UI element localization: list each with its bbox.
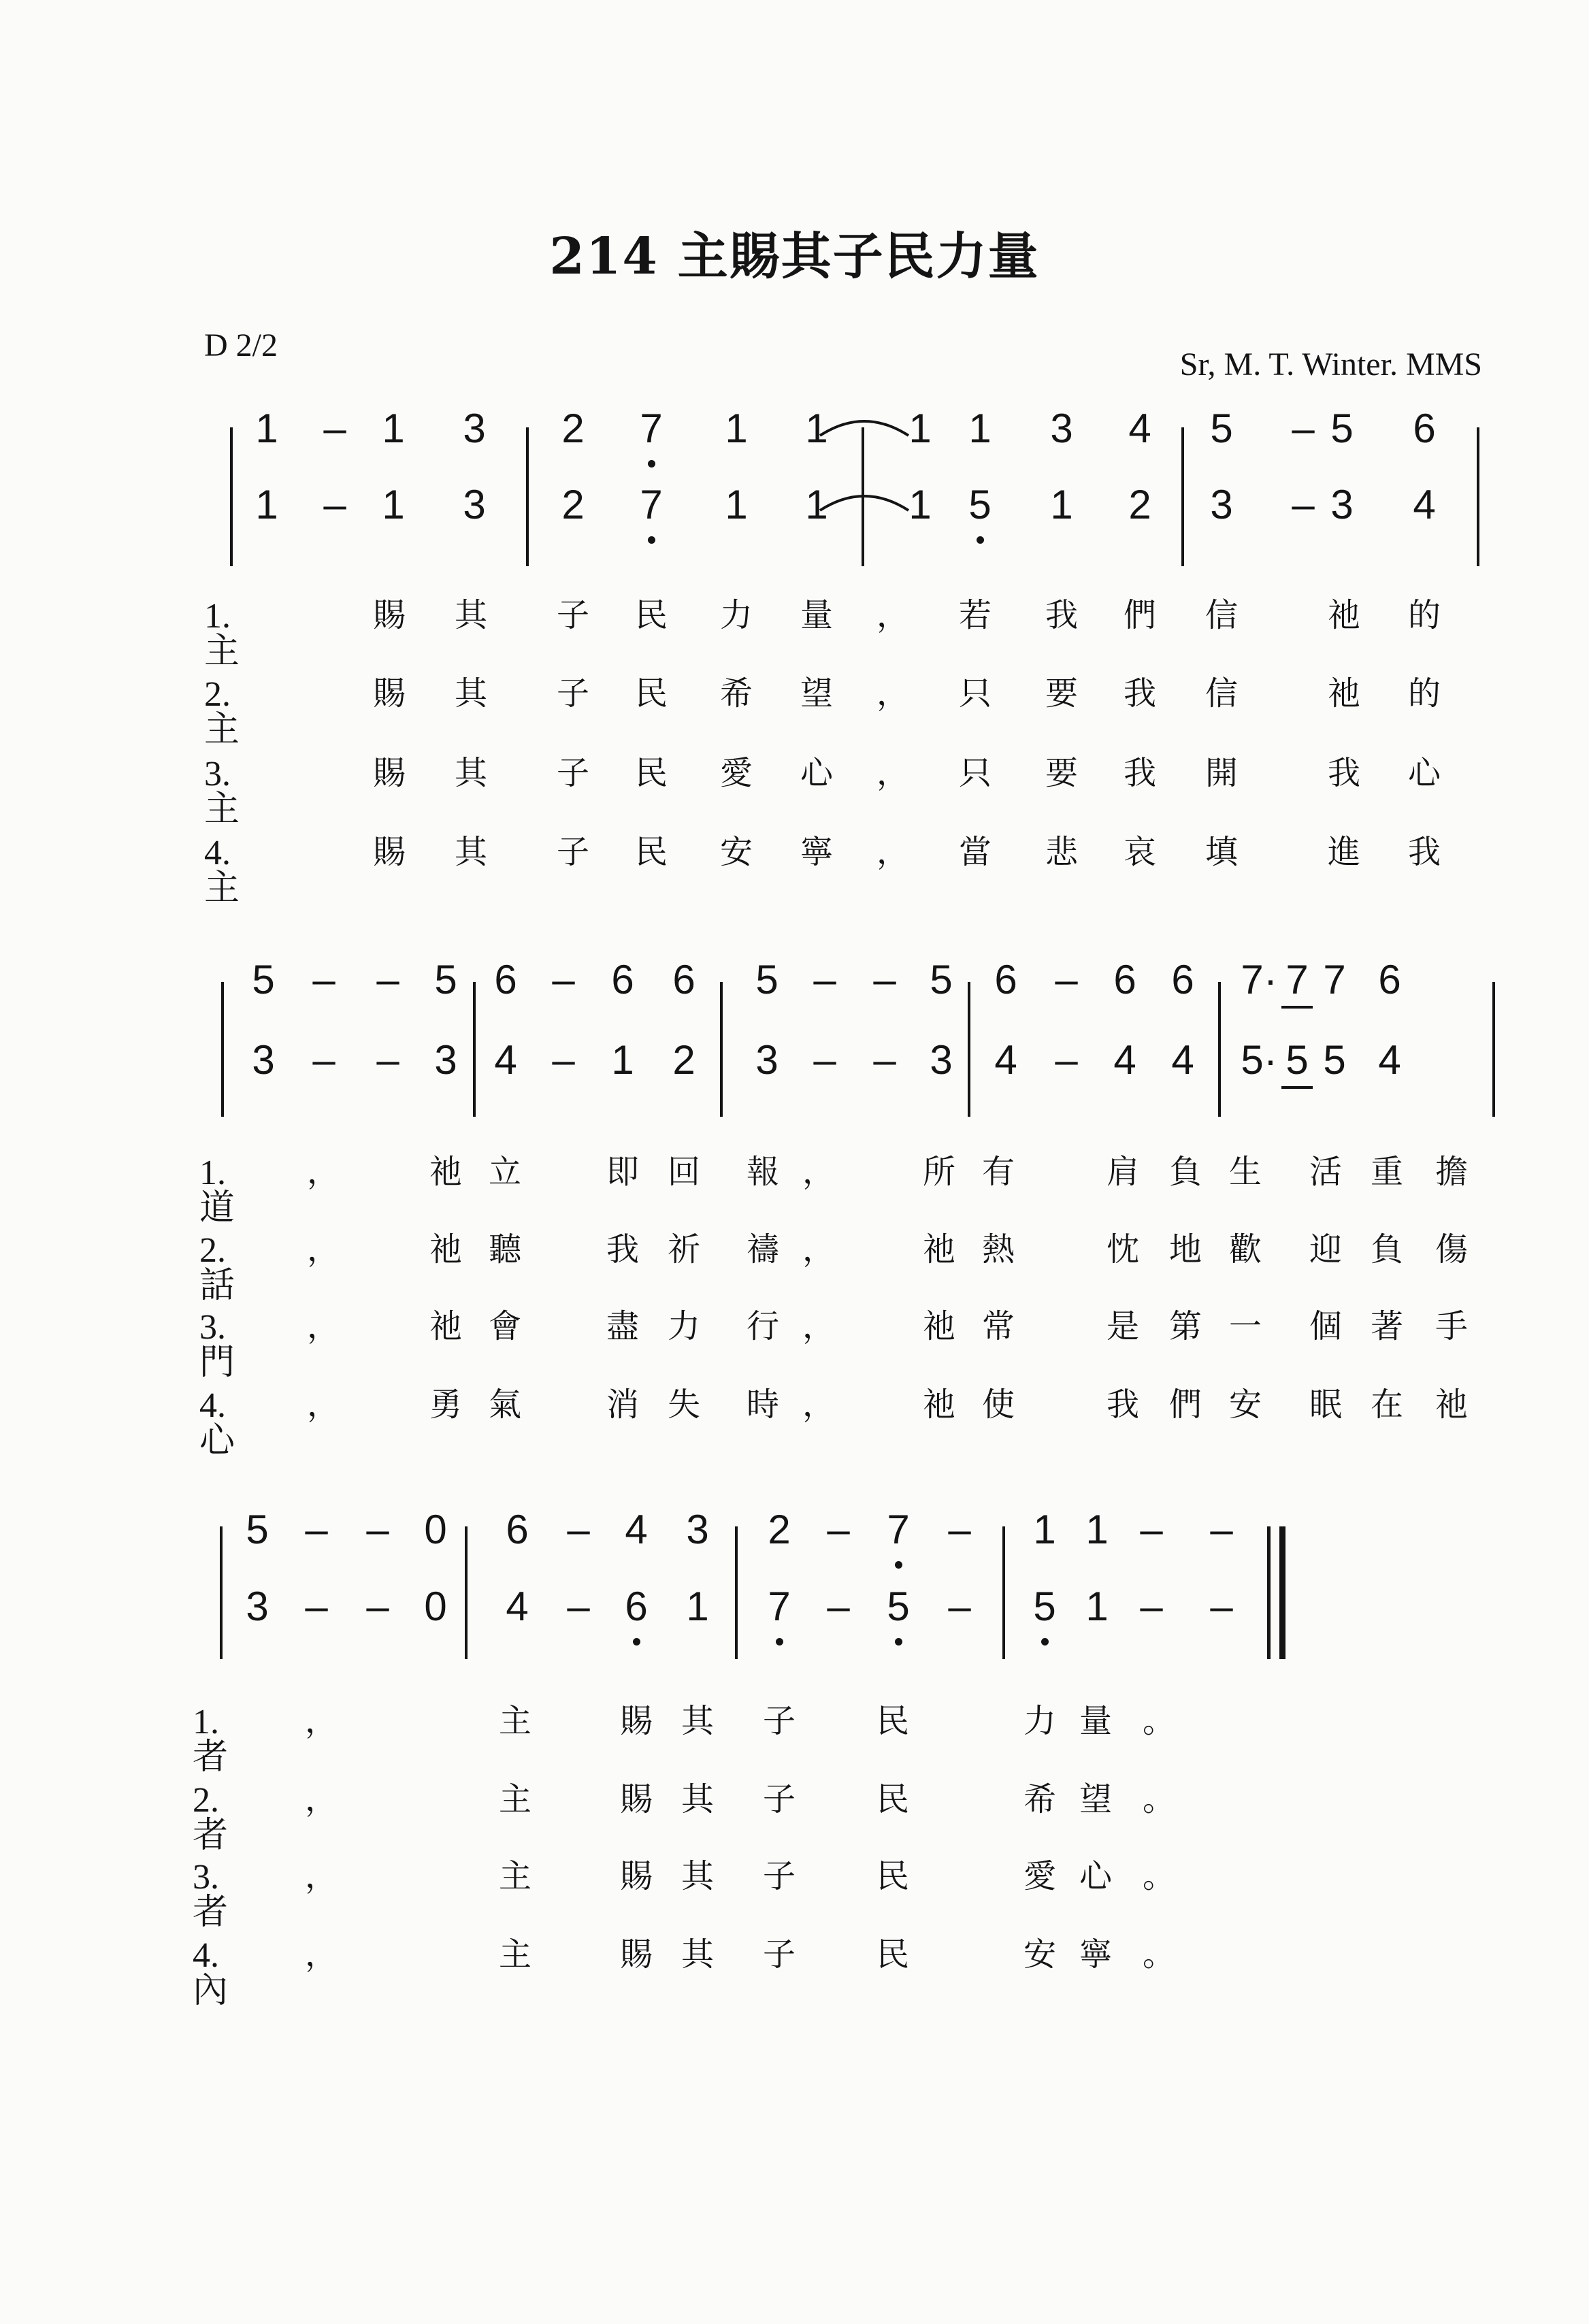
lyric-syllable: 忱 [1106,1230,1139,1269]
lyric-syllable: 賜 [619,1702,653,1740]
lyric-syllable: 主 [498,1780,531,1818]
note-glyph: 1 [908,482,932,527]
note-glyph: – [305,1507,328,1552]
lyric-syllable: 愛 [719,754,753,792]
note-glyph: – [1140,1507,1163,1552]
lyric-syllable: ， [876,674,909,713]
lyric-syllable: ， [802,1307,835,1345]
lyric-syllable: 子 [556,674,589,713]
lyric-syllable: 。 [1142,1780,1175,1818]
lyric-syllable: 祂 [922,1307,955,1345]
note-glyph: – [1210,1507,1233,1552]
lyric-syllable: 回 [667,1153,700,1191]
note-glyph: 3 [252,1037,275,1083]
lyric-syllable: 我 [1045,596,1078,634]
note-glyph: 1 [1085,1584,1109,1629]
note-glyph: – [376,957,399,1002]
verse-start: 2.話 [199,1231,235,1305]
verse-start: 3.門 [199,1308,235,1382]
lyric-syllable: 其 [681,1857,714,1895]
tie-lower [820,496,908,510]
lyric-syllable: 心 [1079,1857,1112,1895]
lyric-syllable: 傷 [1435,1230,1468,1269]
note-glyph: 6 [994,957,1017,1002]
key-signature: D 2/2 [204,327,278,363]
note-glyph: 5 [434,957,457,1002]
lyric-syllable: 的 [1407,674,1441,713]
lyric-syllable: 其 [681,1780,714,1818]
lyric-syllable: 民 [876,1935,909,1974]
note-glyph: 5 [930,957,953,1002]
note-glyph: 7 [1285,957,1309,1002]
lyric-syllable: ， [876,754,909,792]
note-glyph: 1 [382,482,405,527]
lyric-syllable: ， [306,1230,340,1269]
lyric-syllable: 立 [488,1153,521,1191]
note-glyph: – [873,957,896,1002]
lyric-syllable: 只 [958,674,992,713]
note-glyph: 6 [1113,957,1136,1002]
lyric-syllable: 祂 [922,1386,955,1424]
lyric-syllable: 寧 [1079,1935,1112,1974]
lyric-syllable: 祂 [1327,674,1360,713]
lyric-syllable: 其 [454,833,487,871]
lyric-syllable: 望 [1079,1780,1112,1818]
lyric-syllable: 賜 [619,1857,653,1895]
lyric-syllable: 肩 [1106,1153,1139,1191]
lyric-syllable: 祂 [429,1307,462,1345]
lyric-syllable: 安 [1023,1935,1056,1974]
lyric-syllable: 寧 [800,833,833,871]
note-glyph: 1 [1085,1507,1109,1552]
lyric-syllable: 子 [762,1780,796,1818]
note-glyph: 5 [1323,1037,1346,1083]
lyric-syllable: 的 [1407,596,1441,634]
note-glyph: 6 [611,957,634,1002]
lyric-syllable: 民 [634,754,668,792]
note-glyph: – [312,957,335,1002]
lyric-syllable: 開 [1205,754,1238,792]
note-glyph: 5 [1241,1037,1264,1083]
note-glyph: – [552,1037,575,1083]
lyric-syllable: 民 [634,674,668,713]
note-glyph: 5 [1210,406,1233,451]
note-glyph: 1 [1050,482,1073,527]
note-glyph: 1 [725,482,748,527]
note-glyph: – [813,957,836,1002]
note-glyph: 1 [725,406,748,451]
lyric-syllable: 歡 [1228,1230,1262,1269]
note-glyph: 7 [640,482,663,527]
note-glyph: 4 [625,1507,648,1552]
lyric-syllable: 悲 [1045,833,1078,871]
lyric-syllable: 負 [1168,1153,1202,1191]
verse-start: 1.者 [193,1703,229,1777]
lyric-syllable: 祂 [1435,1386,1468,1424]
note-glyph: 7 [887,1507,910,1552]
note-glyph: 1 [805,482,828,527]
lyric-syllable: 個 [1309,1307,1342,1345]
lyric-syllable: 安 [719,833,753,871]
note-glyph: – [366,1507,389,1552]
dot-mark: · [1264,957,1277,1002]
lyric-syllable: 進 [1327,833,1360,871]
lyric-syllable: 氣 [488,1386,521,1424]
lyric-syllable: 量 [1079,1702,1112,1740]
lyric-syllable: 心 [1407,754,1441,792]
note-glyph: 6 [1413,406,1436,451]
note-glyph: 3 [246,1584,269,1629]
note-glyph: 5 [246,1507,269,1552]
note-glyph: 3 [463,406,486,451]
lyric-syllable: ， [304,1702,338,1740]
note-glyph: – [1210,1584,1233,1629]
lyric-syllable: 要 [1045,674,1078,713]
note-glyph: 3 [1050,406,1073,451]
lyric-syllable: 。 [1142,1857,1175,1895]
song-title: 214 主賜其子民力量 [549,227,1040,286]
lyric-syllable: 有 [981,1153,1015,1191]
note-glyph: – [1055,1037,1078,1083]
note-glyph: 6 [494,957,517,1002]
lyric-syllable: 著 [1370,1307,1403,1345]
lyric-syllable: ， [304,1935,338,1974]
note-glyph: 1 [908,406,932,451]
lyric-syllable: 其 [681,1935,714,1974]
lyric-syllable: ， [304,1780,338,1818]
note-glyph: 5 [968,482,992,527]
note-glyph: – [567,1584,590,1629]
lyric-syllable: 主 [498,1702,531,1740]
note-glyph: 2 [561,406,585,451]
lyric-syllable: 祂 [1327,596,1360,634]
note-glyph: 5 [1285,1037,1309,1083]
lyric-syllable: 。 [1142,1935,1175,1974]
lyric-syllable: 民 [634,833,668,871]
note-glyph: – [827,1507,850,1552]
lyric-syllable: 報 [746,1153,779,1191]
note-glyph: 6 [625,1584,648,1629]
note-glyph: – [1292,482,1315,527]
lyric-syllable: ， [802,1153,835,1191]
lyric-syllable: 重 [1370,1153,1403,1191]
lyric-syllable: 們 [1123,596,1156,634]
lyric-syllable: 子 [556,596,589,634]
lyric-syllable: 當 [958,833,992,871]
lyric-syllable: 消 [606,1386,639,1424]
lyric-syllable: 地 [1168,1230,1202,1269]
lyric-syllable: 希 [1023,1780,1056,1818]
lyric-syllable: 熱 [981,1230,1015,1269]
lyric-syllable: 聽 [488,1230,521,1269]
lyric-syllable: 我 [1123,754,1156,792]
lyric-syllable: 民 [876,1780,909,1818]
note-glyph: 0 [424,1507,447,1552]
note-glyph: 1 [255,406,278,451]
note-glyph: 1 [968,406,992,451]
note-glyph: 3 [1330,482,1354,527]
note-glyph: – [948,1584,971,1629]
verse-start: 3.主 [204,755,240,829]
lyric-syllable: 行 [746,1307,779,1345]
note-glyph: 1 [805,406,828,451]
lyric-syllable: 子 [762,1702,796,1740]
lyric-syllable: 眠 [1309,1386,1342,1424]
note-glyph: 2 [1128,482,1151,527]
lyric-syllable: 力 [719,596,753,634]
lyric-syllable: 子 [556,833,589,871]
note-glyph: 4 [506,1584,529,1629]
lyric-syllable: 賜 [372,754,406,792]
lyric-syllable: 若 [958,596,992,634]
lyric-syllable: 希 [719,674,753,713]
lyric-syllable: 使 [981,1386,1015,1424]
note-glyph: – [873,1037,896,1083]
note-glyph: 4 [494,1037,517,1083]
note-glyph: 4 [1171,1037,1194,1083]
lyric-syllable: 我 [1106,1386,1139,1424]
note-glyph: – [323,406,346,451]
note-glyph: 5 [1330,406,1354,451]
note-glyph: – [312,1037,335,1083]
lyric-syllable: 生 [1228,1153,1262,1191]
lyric-syllable: ， [306,1307,340,1345]
note-glyph: 7 [768,1584,791,1629]
lyric-syllable: 活 [1309,1153,1342,1191]
note-glyph: 7 [1241,957,1264,1002]
note-glyph: 3 [755,1037,779,1083]
lyric-syllable: 即 [606,1153,639,1191]
lyric-syllable: 一 [1228,1307,1262,1345]
lyric-syllable: 。 [1142,1702,1175,1740]
lyric-syllable: ， [876,596,909,634]
lyric-syllable: 是 [1106,1307,1139,1345]
lyric-syllable: 力 [667,1307,700,1345]
lyric-syllable: ， [876,833,909,871]
lyric-syllable: ， [304,1857,338,1895]
lyric-syllable: 其 [454,596,487,634]
note-glyph: – [1140,1584,1163,1629]
note-glyph: 2 [561,482,585,527]
lyric-syllable: 祂 [922,1230,955,1269]
lyric-syllable: 賜 [372,833,406,871]
lyric-syllable: 信 [1205,674,1238,713]
lyric-syllable: 擔 [1435,1153,1468,1191]
lyric-syllable: 賜 [619,1780,653,1818]
note-glyph: 7 [640,406,663,451]
lyric-syllable: 只 [958,754,992,792]
lyric-syllable: 我 [1123,674,1156,713]
note-glyph: – [948,1507,971,1552]
verse-start: 4.心 [199,1386,235,1460]
lyric-syllable: 我 [1327,754,1360,792]
note-glyph: 4 [1128,406,1151,451]
lyric-syllable: 負 [1370,1230,1403,1269]
note-glyph: 3 [1210,482,1233,527]
note-glyph: – [323,482,346,527]
note-glyph: 6 [1171,957,1194,1002]
lyric-syllable: 愛 [1023,1857,1056,1895]
note-glyph: – [366,1584,389,1629]
lyric-syllable: 在 [1370,1386,1403,1424]
lyric-syllable: 子 [762,1935,796,1974]
lyric-syllable: 賜 [372,596,406,634]
note-glyph: 3 [434,1037,457,1083]
note-glyph: 1 [255,482,278,527]
note-glyph: – [567,1507,590,1552]
lyric-syllable: 主 [498,1935,531,1974]
tie-upper [820,421,908,436]
lyric-syllable: 盡 [606,1307,639,1345]
note-glyph: 0 [424,1584,447,1629]
note-glyph: 4 [1378,1037,1401,1083]
note-glyph: – [305,1584,328,1629]
lyric-syllable: 民 [634,596,668,634]
lyric-syllable: 安 [1228,1386,1262,1424]
lyric-syllable: 望 [800,674,833,713]
note-glyph: 7 [1323,957,1346,1002]
lyric-syllable: 手 [1435,1307,1468,1345]
note-glyph: 6 [672,957,695,1002]
verse-start: 4.內 [193,1936,229,2010]
note-glyph: 3 [686,1507,709,1552]
note-glyph: 4 [1113,1037,1136,1083]
lyric-syllable: 常 [981,1307,1015,1345]
lyric-syllable: ， [306,1153,340,1191]
verse-start: 3.者 [193,1858,229,1932]
note-glyph: 1 [611,1037,634,1083]
note-glyph: – [376,1037,399,1083]
note-glyph: – [813,1037,836,1083]
lyric-syllable: ， [802,1386,835,1424]
lyric-syllable: 子 [762,1857,796,1895]
verse-start: 1.主 [204,597,240,671]
note-glyph: 5 [887,1584,910,1629]
note-glyph: 5 [252,957,275,1002]
composer-credit: Sr, M. T. Winter. MMS [1179,346,1482,382]
note-glyph: 3 [463,482,486,527]
verse-start: 4.主 [204,834,240,908]
note-glyph: 2 [768,1507,791,1552]
lyric-syllable: 我 [606,1230,639,1269]
note-glyph: – [552,957,575,1002]
verse-start: 2.主 [204,675,240,749]
verse-start: 1.道 [199,1153,235,1228]
note-glyph: – [827,1584,850,1629]
lyric-syllable: 會 [488,1307,521,1345]
note-glyph: – [1292,406,1315,451]
lyric-syllable: ， [802,1230,835,1269]
note-glyph: 4 [994,1037,1017,1083]
lyric-syllable: 其 [454,674,487,713]
note-glyph: 5 [1033,1584,1056,1629]
note-glyph: 2 [672,1037,695,1083]
dot-mark: · [1264,1037,1277,1083]
lyric-syllable: 其 [681,1702,714,1740]
lyric-syllable: 迎 [1309,1230,1342,1269]
note-glyph: 5 [755,957,779,1002]
lyric-syllable: 子 [556,754,589,792]
lyric-syllable: 要 [1045,754,1078,792]
lyric-syllable: 第 [1168,1307,1202,1345]
lyric-syllable: 賜 [619,1935,653,1974]
note-glyph: 6 [506,1507,529,1552]
lyric-syllable: 信 [1205,596,1238,634]
lyric-syllable: 我 [1407,833,1441,871]
lyric-syllable: 們 [1168,1386,1202,1424]
lyric-syllable: 其 [454,754,487,792]
lyric-syllable: 祂 [429,1153,462,1191]
note-glyph: 1 [382,406,405,451]
lyric-syllable: 量 [800,596,833,634]
lyric-syllable: 填 [1205,833,1238,871]
note-glyph: – [1055,957,1078,1002]
lyric-syllable: 主 [498,1857,531,1895]
note-glyph: 3 [930,1037,953,1083]
lyric-syllable: 哀 [1123,833,1156,871]
lyric-syllable: 失 [667,1386,700,1424]
lyric-syllable: 民 [876,1857,909,1895]
lyric-syllable: 禱 [746,1230,779,1269]
note-glyph: 6 [1378,957,1401,1002]
lyric-syllable: 勇 [429,1386,462,1424]
lyric-syllable: 時 [746,1386,779,1424]
lyric-syllable: 賜 [372,674,406,713]
lyric-syllable: 力 [1023,1702,1056,1740]
lyric-syllable: ， [306,1386,340,1424]
note-glyph: 1 [686,1584,709,1629]
lyric-syllable: 心 [800,754,833,792]
lyric-syllable: 民 [876,1702,909,1740]
lyric-syllable: 所 [922,1153,955,1191]
note-glyph: 1 [1033,1507,1056,1552]
note-glyph: 4 [1413,482,1436,527]
lyric-syllable: 祈 [667,1230,700,1269]
lyric-syllable: 祂 [429,1230,462,1269]
verse-start: 2.者 [193,1781,229,1855]
